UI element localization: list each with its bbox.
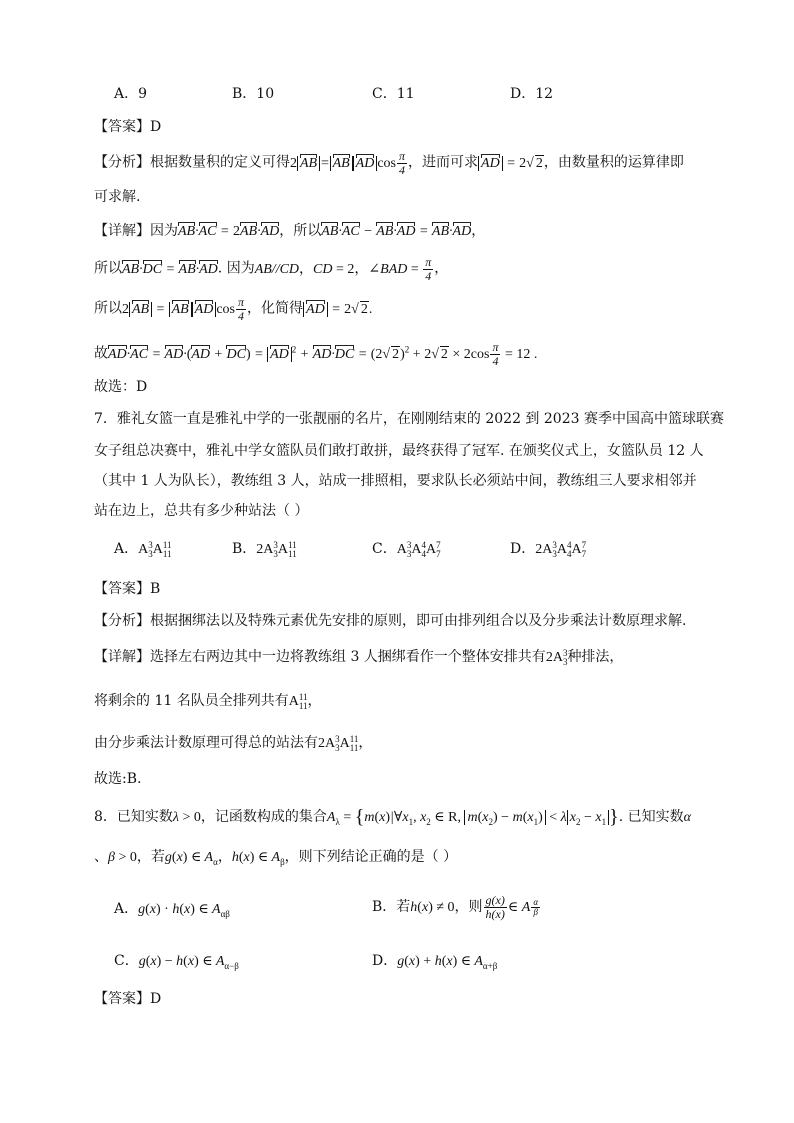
q8-option-c: C．g(x) − h(x) ∈ $A_{\alpha-\beta}$ <box>114 953 239 971</box>
detail-tag: 【详解】 <box>94 649 150 665</box>
analysis-text-3: ，由数量积的运算律即 <box>543 154 684 171</box>
q7-detail-3: 由分步乘法计数原理可得总的站法有2A 3 3 A 11 11 ， <box>94 733 373 753</box>
q7-stem-4: 站在边上，总共有多少种站法（ ） <box>94 503 309 519</box>
analysis-text-2: ，进而可求 <box>408 154 479 171</box>
detail-formula: AB//CD，CD = 2，∠BAD = $\frac{\pi}{4}$ <box>254 255 432 283</box>
q7-answer: 【答案】B <box>94 581 161 597</box>
q6-detail-1 <box>94 220 485 243</box>
stem-formula: λ > 0 <box>172 810 201 825</box>
detail-formula: AB·AC − AB·AD = AB·AD <box>321 224 471 239</box>
set-formula: $A_\lambda$ = {$m(x)|\forall x_1$, $x_2$ ∈ R, $m(x_2) - m(x_1) < \lambda$ $x_2 - x_1$ } <box>326 806 619 828</box>
analysis-text: 根据捆绑法以及特殊元素优先安排的原则，即可由排列组合以及分步乘法计数原理求解. <box>150 613 687 629</box>
q6-option-b: B．10 <box>232 86 275 102</box>
detail-text: 所以 <box>94 300 122 317</box>
stem-text: . 已知实数 <box>618 809 684 825</box>
detail-formula: AB·AC = 2AB·AD <box>178 224 279 239</box>
stem-text: 、 <box>94 849 108 865</box>
q7-stem-2: 女子组总决赛中，雅礼中学女篮队员们敢打敢拼，最终获得了冠军. 在颁奖仪式上，女篮队员 12 人 <box>94 443 704 459</box>
detail-text: 所以 <box>94 260 122 277</box>
q6-analysis <box>94 150 684 177</box>
q6-analysis-cont: 可求解. <box>94 189 141 205</box>
q8-answer: 【答案】D <box>94 991 162 1007</box>
detail-text: 因为 <box>150 223 178 239</box>
detail-formula: AB·DC = AB·AD <box>122 262 218 277</box>
q6-answer: 【答案】D <box>94 119 162 135</box>
q8-option-a: A．g(x) · h(x) ∈ $A_{\alpha\beta}$ <box>114 901 230 919</box>
q6-option-d: D．12 <box>510 86 554 102</box>
detail-text: 故 <box>94 345 108 362</box>
detail-tag: 【详解】 <box>94 223 150 239</box>
analysis-tag: 【分析】 <box>94 154 150 171</box>
detail-formula: 2 AB = AB AD cos $\frac{\pi}{4}$ <box>122 295 245 323</box>
detail-text: ，化简得 <box>247 300 304 317</box>
stem-text: ，则下列结论正确的是（ ） <box>284 849 458 865</box>
analysis-formula-1: 2 AB = AB AD cos $\frac{\pi}{4}$ <box>290 149 406 177</box>
detail-text: 将剩余的 11 名队员全排列共有 <box>94 693 289 709</box>
q7-option-a: A．A 3 3 A 11 11 <box>114 539 172 559</box>
stem-text: ，若 <box>136 849 165 865</box>
detail-text: 种排法， <box>567 649 624 665</box>
q8-option-d: D．g(x) + h(x) ∈ $A_{\alpha+\beta}$ <box>372 953 498 971</box>
q7-stem-1: 7．雅礼女篮一直是雅礼中学的一张靓丽的名片，在刚刚结束的 2022 到 2023 赛季中国高中篮球联赛 <box>94 411 724 427</box>
q7-option-b: B．2A 3 3 A 11 11 <box>232 539 297 559</box>
analysis-text-1: 根据数量积的定义可得 <box>150 154 290 171</box>
detail-text: 由分步乘法计数原理可得总的站法有 <box>94 735 318 751</box>
stem-text: ，记函数构成的集合 <box>200 809 327 825</box>
q6-detail-2 <box>94 256 448 283</box>
q8-stem-2: 、β > 0，若g(x) ∈ $A_\alpha$，h(x) ∈ $A_\beta$，则下列结论正确的是（ ） <box>94 849 458 867</box>
detail-text: ，所以 <box>279 223 322 239</box>
q7-option-d: D．2A 3 3 A 4 4 A 7 7 <box>510 539 587 559</box>
analysis-tag: 【分析】 <box>94 613 150 629</box>
q7-detail-2: 将剩余的 11 名队员全排列共有A 11 11 ， <box>94 691 322 711</box>
q6-option-c: C．11 <box>372 86 415 102</box>
detail-text: ， <box>471 223 486 239</box>
q7-stem-3: （其中 1 人为队长），教练组 3 人，站成一排照相，要求队长必须站中间，教练组三人要求相邻并 <box>94 473 697 489</box>
stem-text: 8．已知实数 <box>94 809 173 825</box>
q6-detail-4 <box>94 338 537 368</box>
detail-text: . 因为 <box>217 260 255 277</box>
q6-detail-3 <box>94 296 372 323</box>
detail-text: ， <box>358 735 373 751</box>
detail-text: ， <box>434 260 449 277</box>
analysis-formula-2: AD = 2√ 2 <box>478 156 544 171</box>
detail-text: 选择左右两边其中一边将教练组 3 人捆绑看作一个整体安排共有 <box>150 649 546 665</box>
q7-choose: 故选:B. <box>94 771 142 787</box>
q6-choose: 故选：D <box>94 379 148 395</box>
q7-option-c: C．A 3 3 A 4 4 A 7 7 <box>372 539 441 559</box>
q7-analysis <box>94 610 686 632</box>
q8-stem-1: 8．已知实数λ > 0，记函数构成的集合$A_\lambda$ = {$m(x)|\forall x_1$, $x_2$ ∈ R, $m(x_2) - m(x_1) < \lambda$ $x_2 - x_1$ }. 已知实数α <box>94 806 691 828</box>
q8-option-b: B．若h(x) ≠ 0，则 $\frac{g(x)}{h(x)}$ ∈ A $\frac{\alpha}{\beta}$ <box>372 893 539 922</box>
detail-text: ， <box>307 693 322 709</box>
detail-formula: AD = 2√ 2. <box>303 302 372 317</box>
detail-formula: AD·AC = AD·(AD + DC) = AD $^2$ + AD·DC = (2√ 2)$^2$ + 2√ 2 × 2cos $\frac{\pi}{4}$ = 12 . <box>108 339 538 368</box>
q6-option-a: A．9 <box>114 86 148 102</box>
q7-detail-1: 【详解】选择左右两边其中一边将教练组 3 人捆绑看作一个整体安排共有2A 3 3 种排法， <box>94 647 624 667</box>
